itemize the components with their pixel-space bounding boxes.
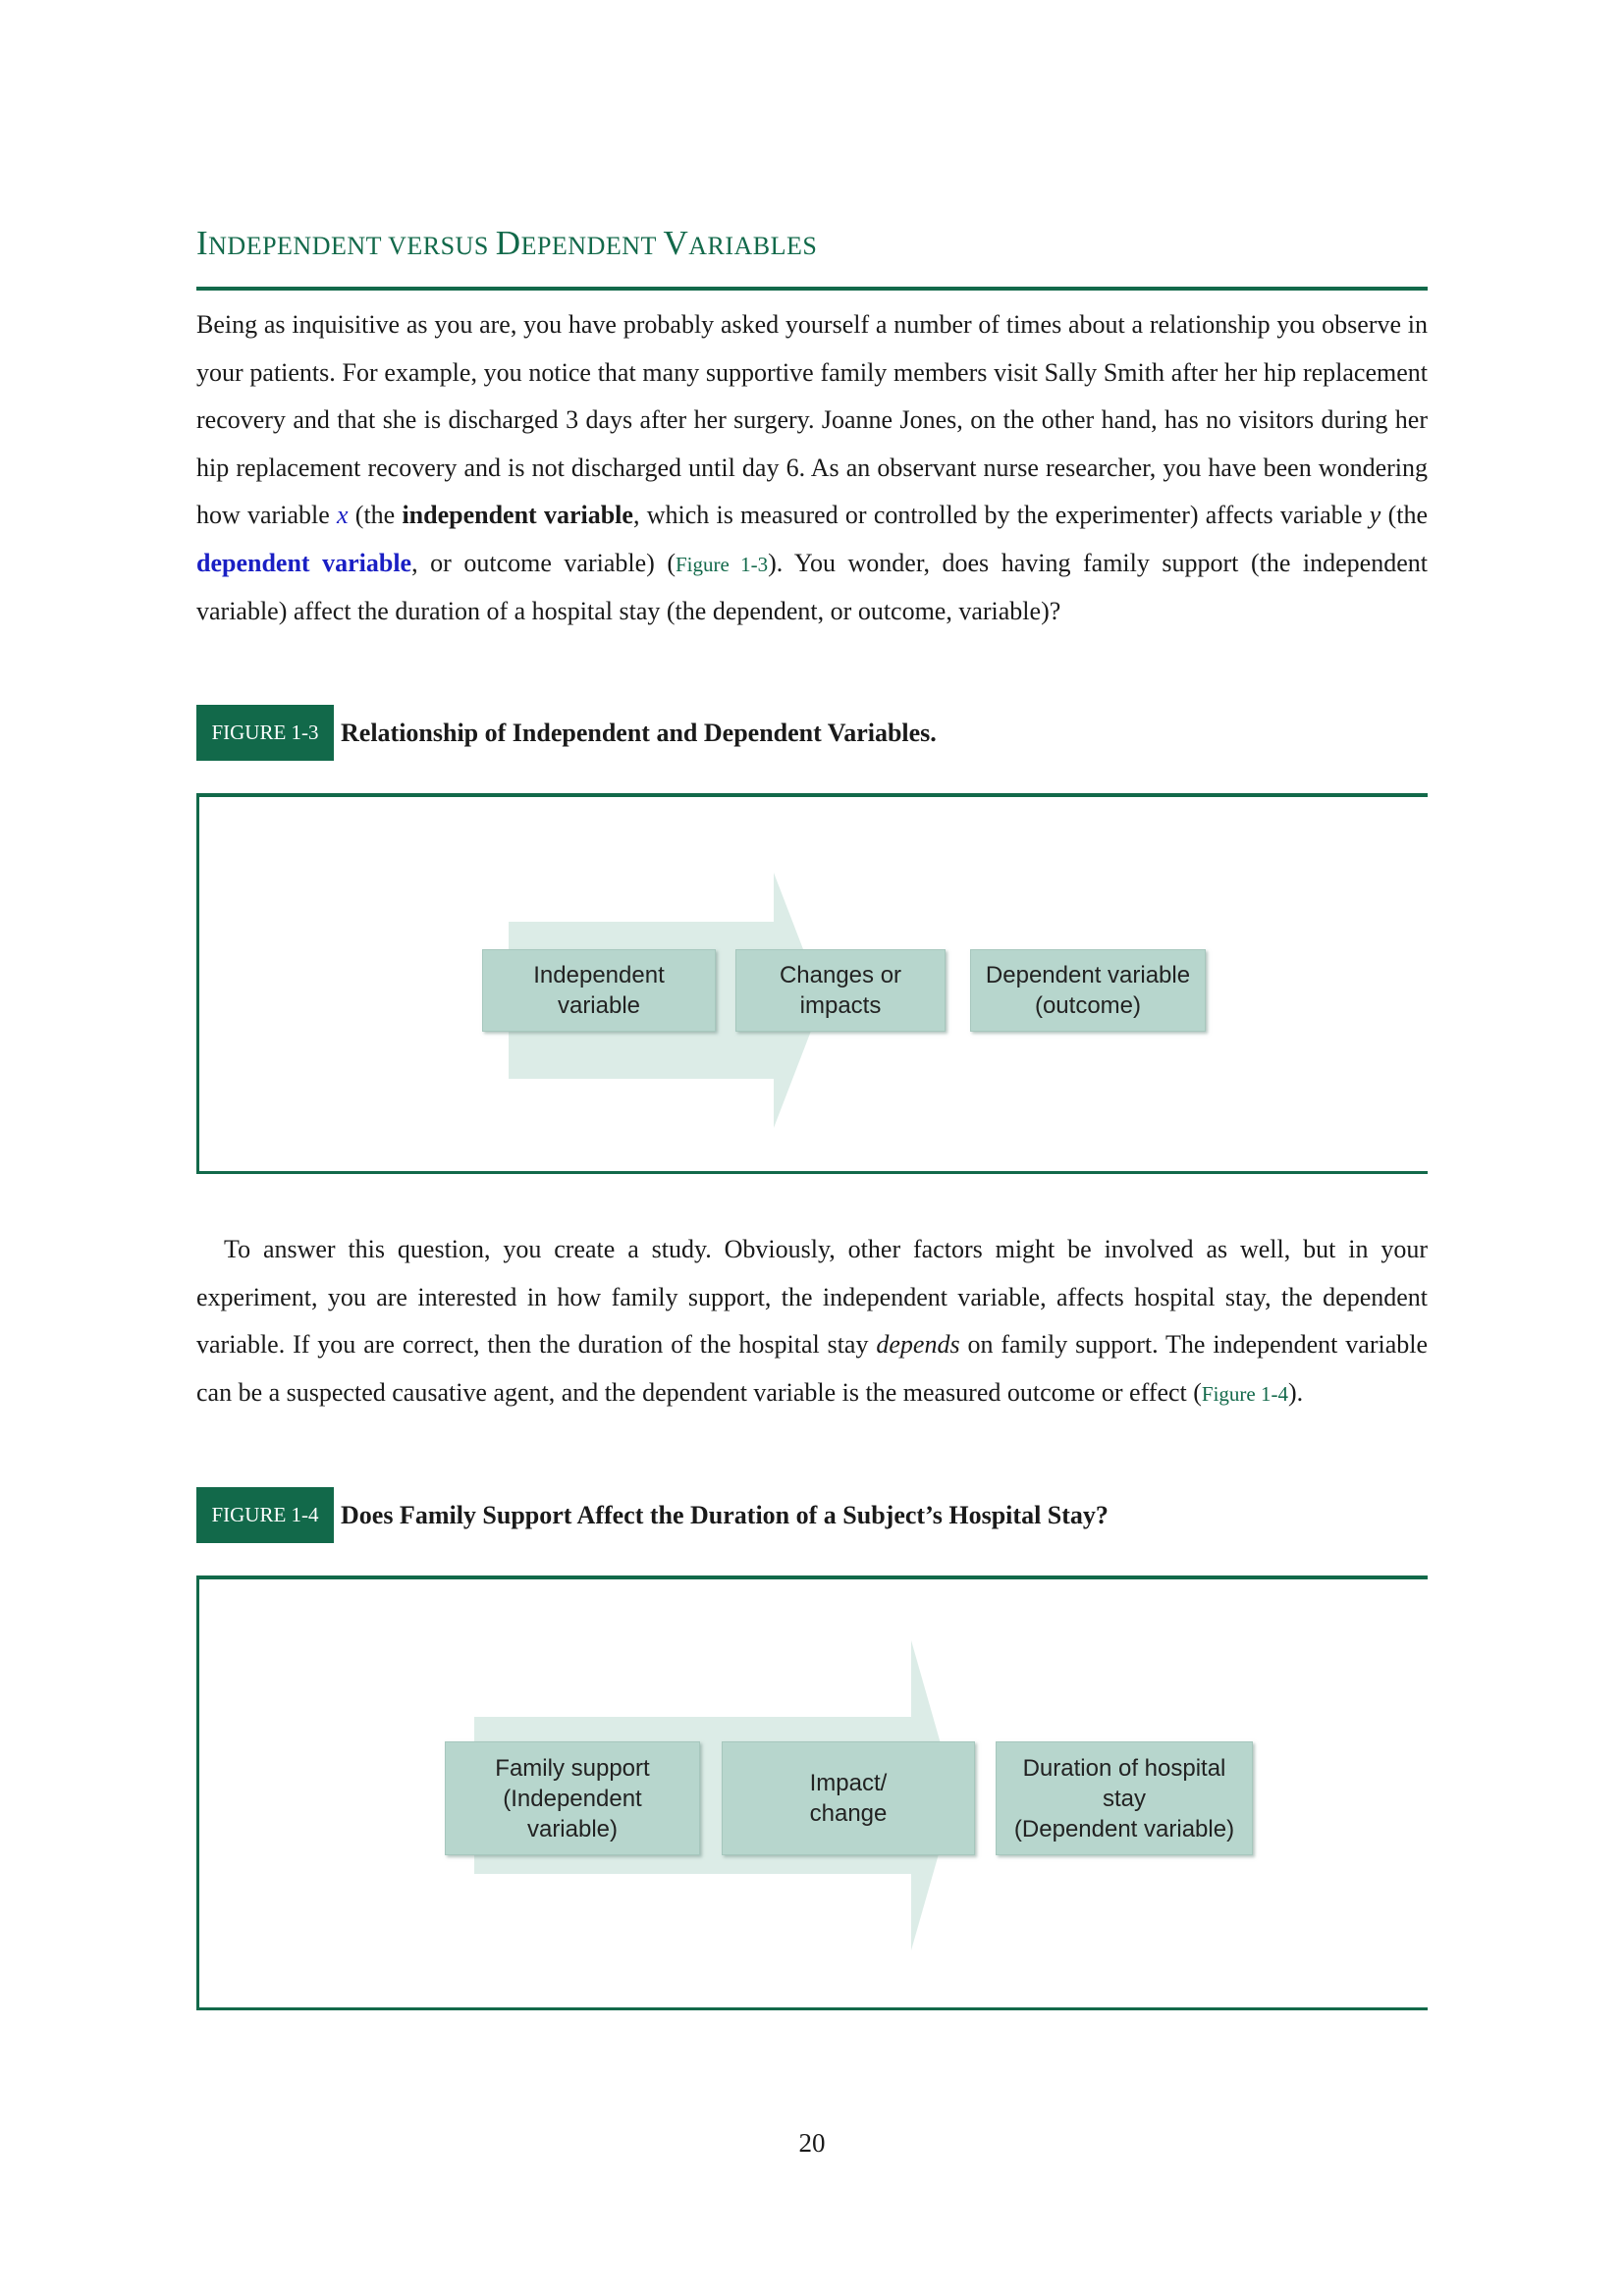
heading-rule [196, 287, 1428, 291]
step-impact-change: Impact/ change [722, 1741, 975, 1855]
figure-1-4-box [196, 1575, 1428, 2010]
step-independent-variable: Independent variable [482, 949, 716, 1032]
section-heading: INDEPENDENT VERSUS DEPENDENT VARIABLES [196, 224, 818, 262]
arrow-band [199, 797, 200, 798]
dependent-variable-term[interactable]: dependent variable [196, 548, 412, 577]
step-family-support: Family support (Independent variable) [445, 1741, 700, 1855]
figure-1-3-box [196, 793, 1428, 1174]
figure-1-4-caption [196, 1487, 1109, 1543]
figure-1-3-caption [196, 705, 937, 761]
figure-title: Does Family Support Affect the Duration of a Subject’s Hospital Stay? [341, 1500, 1109, 1529]
figure-1-3-link[interactable]: Figure 1-3 [675, 552, 769, 576]
page-number: 20 [798, 2128, 826, 2158]
step-dependent-variable: Dependent variable (outcome) [970, 949, 1206, 1032]
figure-title: Relationship of Independent and Dependent Variables. [341, 718, 937, 747]
paragraph-1: Being as inquisitive as you are, you have probably asked yourself a number of times about a relationship you observe in your patients. For example, you notice that many supportive family members visit Sally Smith after her hip replacement recovery and that she is discharged 3 days after her surgery. Joanne Jones, on the other hand, has no visitors during her hip replacement recovery and is not discharged until day 6. As an observant nurse researcher, you have been wondering how variable x (the independent variable, which is measured or controlled by the experimenter) affects variable y (the dependent variable, or outcome variable) (Figure 1-3). You wonder, does having family support (the independent variable) affect the duration of a hospital stay (the dependent, or outcome, variable)? [196, 310, 1429, 625]
figure-1-4-link[interactable]: Figure 1-4 [1201, 1381, 1288, 1406]
figure-tag: FIGURE 1-3 [196, 705, 334, 761]
paragraph-2: To answer this question, you create a study. Obviously, other factors might be involved as well, but in your experiment, you are interested in how family support, the independent variable, affects hospital stay, the dependent variable. If you are correct, then the duration of the hospital stay depends on family support. The independent variable can be a suspected causative agent, and the dependent variable is the measured outcome or effect (Figure 1-4). [196, 1235, 1428, 1407]
step-duration-of-stay: Duration of hospital stay (Dependent variable) [996, 1741, 1253, 1855]
figure-tag: FIGURE 1-4 [196, 1487, 334, 1543]
step-changes-or-impacts: Changes or impacts [735, 949, 946, 1032]
